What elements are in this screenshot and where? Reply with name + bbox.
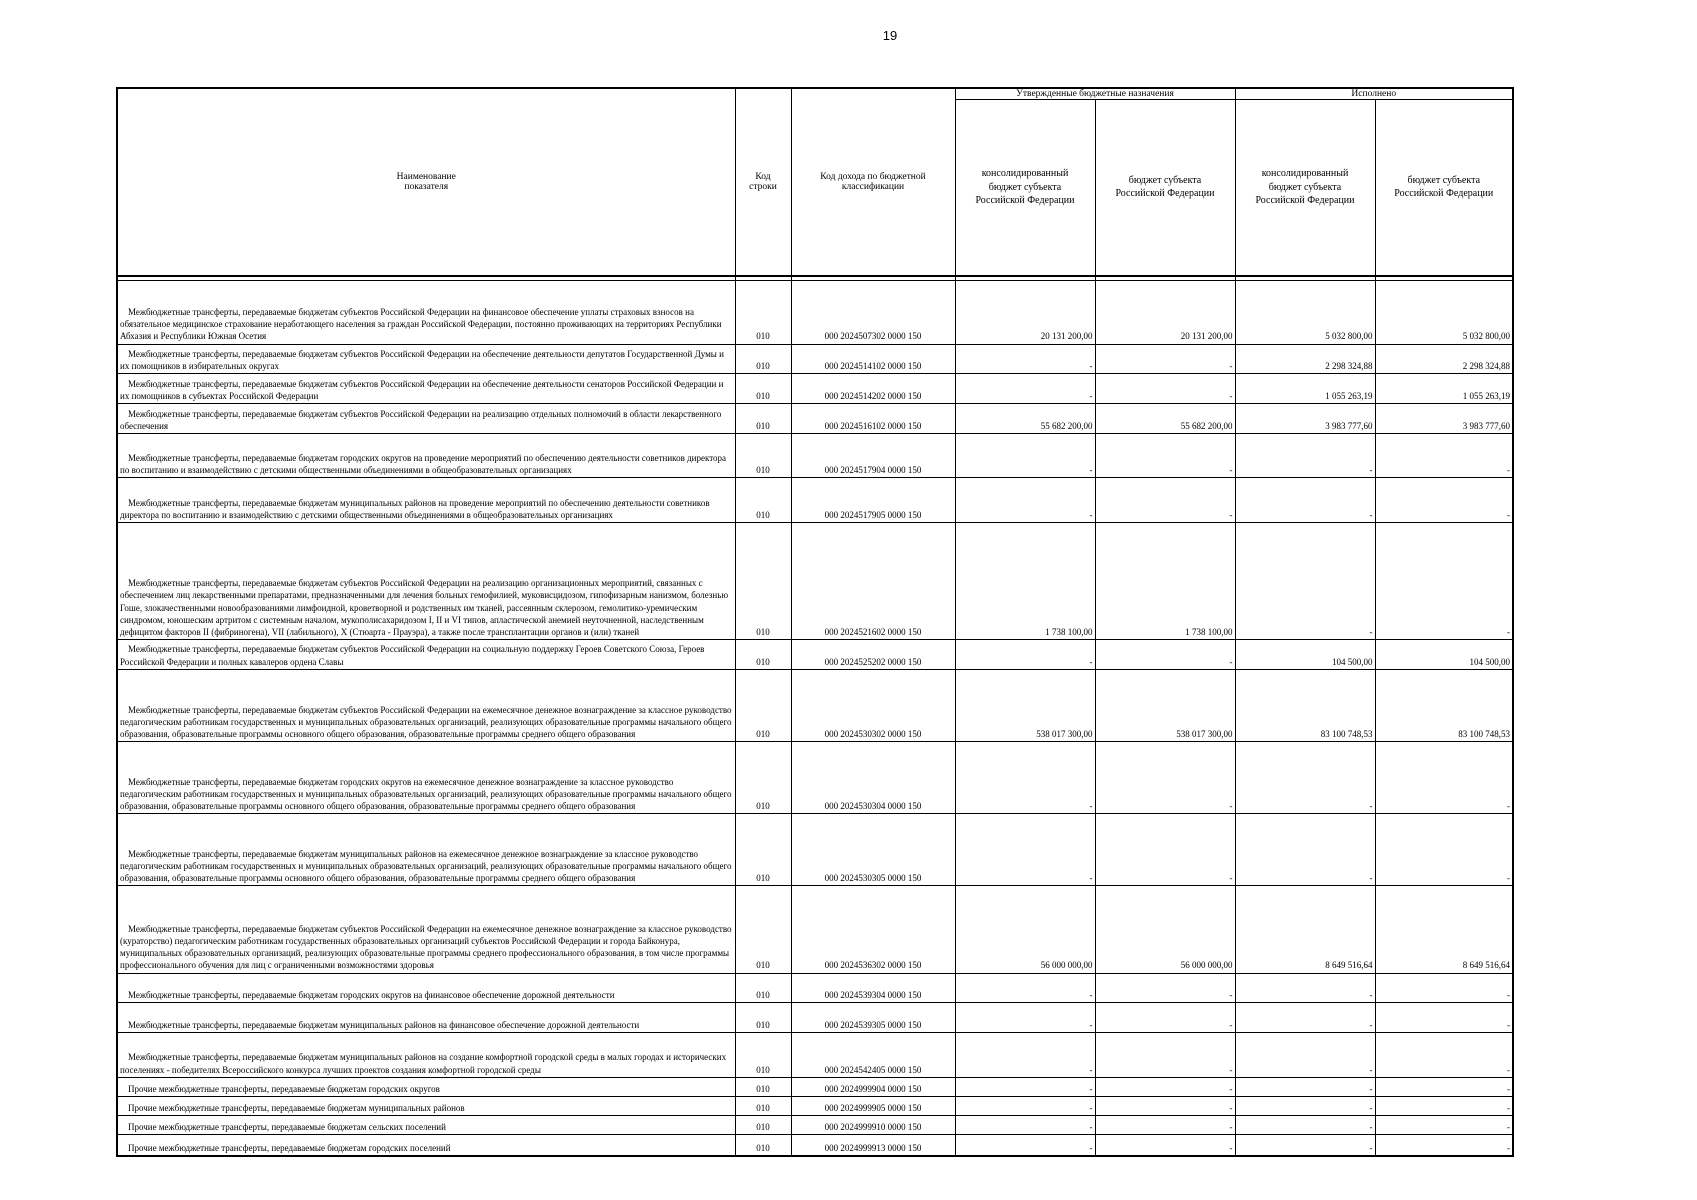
- row-approved-subject: -: [1095, 1033, 1235, 1078]
- header-executed-subject: [1375, 100, 1513, 276]
- row-executed-subject: -: [1375, 1033, 1513, 1078]
- table-row: [117, 1077, 1513, 1096]
- row-kbk: 000 2024514102 0000 150: [791, 344, 955, 374]
- row-code: 010: [735, 973, 791, 1003]
- row-name: Межбюджетные трансферты, передаваемые бюджетам городских округов на ежемесячное денежное вознаграждение за классное руководство педагогическим работникам государственных и муниципальных образовательных организаций, реализующих образовательные программы начального общего образования, образовательные программы основного общего образования, образовательные программы среднего общего образования: [117, 741, 735, 813]
- row-kbk: 000 2024516102 0000 150: [791, 404, 955, 434]
- row-approved-subject: -: [1095, 814, 1235, 886]
- row-executed-subject: -: [1375, 433, 1513, 478]
- row-approved-consolidated: -: [955, 973, 1095, 1003]
- row-code: 010: [735, 1077, 791, 1096]
- row-executed-subject: -: [1375, 1077, 1513, 1096]
- row-kbk: 000 2024525202 0000 150: [791, 639, 955, 669]
- row-executed-subject: -: [1375, 1096, 1513, 1115]
- row-approved-subject: -: [1095, 478, 1235, 523]
- row-approved-subject: 20 131 200,00: [1095, 280, 1235, 344]
- table-row: [117, 1003, 1513, 1033]
- row-name: Прочие межбюджетные трансферты, передаваемые бюджетам городских округов: [117, 1077, 735, 1096]
- header-executed-consolidated: [1235, 100, 1375, 276]
- table-row: [117, 280, 1513, 344]
- row-approved-consolidated: -: [955, 639, 1095, 669]
- header-code-line2: строки: [749, 181, 777, 192]
- table-row: [117, 741, 1513, 813]
- hac-line3: Российской Федерации: [975, 195, 1075, 206]
- row-code: 010: [735, 404, 791, 434]
- row-name: Прочие межбюджетные трансферты, передаваемые бюджетам муниципальных районов: [117, 1096, 735, 1115]
- header-kbk: [791, 88, 955, 276]
- hes-line1: бюджет субъекта: [1407, 174, 1481, 186]
- header-code: [735, 88, 791, 276]
- row-kbk: 000 2024514202 0000 150: [791, 374, 955, 404]
- row-executed-subject: -: [1375, 814, 1513, 886]
- row-kbk: 000 2024530302 0000 150: [791, 669, 955, 741]
- row-approved-subject: -: [1095, 741, 1235, 813]
- row-executed-consolidated: 5 032 800,00: [1235, 280, 1375, 344]
- row-approved-consolidated: -: [955, 1003, 1095, 1033]
- row-name: Межбюджетные трансферты, передаваемые бюджетам муниципальных районов на создание комфортной городской среды в малых городах и исторических поселениях - победителях Всероссийского конкурса лучших проектов создания комфортной городской среды: [117, 1033, 735, 1078]
- row-code: 010: [735, 1135, 791, 1156]
- table-body: [117, 276, 1513, 1157]
- has-line2: Российской Федерации: [1115, 188, 1215, 200]
- hes-line2: Российской Федерации: [1394, 188, 1494, 200]
- row-approved-consolidated: -: [955, 741, 1095, 813]
- table-row: [117, 344, 1513, 374]
- row-approved-subject: -: [1095, 374, 1235, 404]
- header-name: [117, 88, 735, 276]
- header-code-line1: Код: [755, 171, 771, 182]
- row-code: 010: [735, 374, 791, 404]
- table-row: [117, 374, 1513, 404]
- row-kbk: 000 2024999904 0000 150: [791, 1077, 955, 1096]
- header-executed-group: Исполнено: [1235, 88, 1513, 100]
- row-executed-consolidated: -: [1235, 1135, 1375, 1156]
- hec-line3: Российской Федерации: [1255, 195, 1355, 206]
- row-approved-subject: 1 738 100,00: [1095, 523, 1235, 640]
- row-kbk: 000 2024530304 0000 150: [791, 741, 955, 813]
- row-code: 010: [735, 478, 791, 523]
- row-executed-subject: -: [1375, 973, 1513, 1003]
- row-executed-consolidated: -: [1235, 523, 1375, 640]
- row-executed-consolidated: -: [1235, 1116, 1375, 1135]
- row-approved-subject: 55 682 200,00: [1095, 404, 1235, 434]
- table-row: [117, 1033, 1513, 1078]
- row-name: Межбюджетные трансферты, передаваемые бюджетам муниципальных районов на ежемесячное денежное вознаграждение за классное руководство педагогическим работникам государственных и муниципальных образовательных организаций, реализующих образовательные программы начального общего образования, образовательные программы основного общего образования, образовательные программы среднего общего образования: [117, 814, 735, 886]
- row-code: 010: [735, 1003, 791, 1033]
- row-executed-consolidated: 104 500,00: [1235, 639, 1375, 669]
- row-approved-consolidated: -: [955, 1135, 1095, 1156]
- row-approved-consolidated: -: [955, 1116, 1095, 1135]
- table-row: [117, 669, 1513, 741]
- row-code: 010: [735, 433, 791, 478]
- row-approved-consolidated: -: [955, 1077, 1095, 1096]
- row-kbk: 000 2024999905 0000 150: [791, 1096, 955, 1115]
- row-code: 010: [735, 886, 791, 973]
- row-executed-subject: 5 032 800,00: [1375, 280, 1513, 344]
- row-executed-subject: 1 055 263,19: [1375, 374, 1513, 404]
- row-approved-consolidated: -: [955, 344, 1095, 374]
- row-name: Межбюджетные трансферты, передаваемые бюджетам субъектов Российской Федерации на реализацию организационных мероприятий, связанных с обеспечением лиц лекарственными препаратами, предназначенными для лечения больных гемофилией, муковисцидозом, гипофизарным нанизмом, болезнью Гоше, злокачественными новообразованиями лимфоидной, кроветворной и родственных им тканей, рассеянным склерозом, гемолитико-уремическим синдромом, юношеским артритом с системным началом, мукополисахаридозом I, II и VI типов, апластической анемией неуточненной, наследственным дефицитом факторов II (фибриногена), VII (лабильного), X (Стюарта - Прауэра), а также после трансплантации органов и (или) тканей: [117, 523, 735, 640]
- row-kbk: 000 2024530305 0000 150: [791, 814, 955, 886]
- row-name: Межбюджетные трансферты, передаваемые бюджетам субъектов Российской Федерации на ежемесячное денежное вознаграждение за классное руководство педагогическим работникам государственных и муниципальных образовательных организаций, реализующих образовательные программы начального общего образования, образовательные программы основного общего образования, образовательные программы среднего общего образования: [117, 669, 735, 741]
- row-approved-subject: -: [1095, 639, 1235, 669]
- row-executed-subject: -: [1375, 1135, 1513, 1156]
- row-name: Межбюджетные трансферты, передаваемые бюджетам муниципальных районов на финансовое обеспечение дорожной деятельности: [117, 1003, 735, 1033]
- row-executed-consolidated: -: [1235, 1077, 1375, 1096]
- table-row: [117, 523, 1513, 640]
- row-name: Межбюджетные трансферты, передаваемые бюджетам субъектов Российской Федерации на реализацию отдельных полномочий в области лекарственного обеспечения: [117, 404, 735, 434]
- row-approved-subject: -: [1095, 1135, 1235, 1156]
- row-executed-subject: -: [1375, 1003, 1513, 1033]
- row-approved-consolidated: -: [955, 478, 1095, 523]
- row-code: 010: [735, 344, 791, 374]
- hec-line1: консолидированный: [1261, 168, 1349, 179]
- row-name: Прочие межбюджетные трансферты, передаваемые бюджетам сельских поселений: [117, 1116, 735, 1135]
- row-approved-consolidated: -: [955, 814, 1095, 886]
- row-approved-subject: -: [1095, 973, 1235, 1003]
- row-executed-consolidated: -: [1235, 814, 1375, 886]
- row-code: 010: [735, 1116, 791, 1135]
- row-approved-subject: -: [1095, 1096, 1235, 1115]
- row-kbk: 000 2024517905 0000 150: [791, 478, 955, 523]
- row-approved-subject: 56 000 000,00: [1095, 886, 1235, 973]
- row-name: Межбюджетные трансферты, передаваемые бюджетам субъектов Российской Федерации на ежемесячное денежное вознаграждение за классное руководство (кураторство) педагогическим работникам государственных образовательных организаций субъектов Российской Федерации и города Байконура, муниципальных образовательных организаций, реализующих образовательные программы среднего профессионального образования, в том числе программы профессионального обучения для лиц с ограниченными возможностями здоровья: [117, 886, 735, 973]
- table-row: [117, 1116, 1513, 1135]
- row-executed-subject: -: [1375, 1116, 1513, 1135]
- row-kbk: 000 2024507302 0000 150: [791, 280, 955, 344]
- row-approved-consolidated: -: [955, 1033, 1095, 1078]
- row-executed-consolidated: -: [1235, 478, 1375, 523]
- table-row: [117, 433, 1513, 478]
- row-name: Межбюджетные трансферты, передаваемые бюджетам субъектов Российской Федерации на обеспечение деятельности сенаторов Российской Федерации и их помощников в субъектах Российской Федерации: [117, 374, 735, 404]
- row-approved-consolidated: 20 131 200,00: [955, 280, 1095, 344]
- table-row: [117, 814, 1513, 886]
- table-row: [117, 1135, 1513, 1156]
- row-approved-subject: -: [1095, 433, 1235, 478]
- row-name: Межбюджетные трансферты, передаваемые бюджетам городских округов на проведение мероприятий по обеспечению деятельности советников директора по воспитанию и взаимодействию с детскими общественными объединениями в общеобразовательных организациях: [117, 433, 735, 478]
- hac-line1: консолидированный: [981, 168, 1069, 179]
- row-kbk: 000 2024517904 0000 150: [791, 433, 955, 478]
- row-approved-consolidated: 1 738 100,00: [955, 523, 1095, 640]
- table-row: [117, 886, 1513, 973]
- row-executed-subject: -: [1375, 523, 1513, 640]
- row-code: 010: [735, 1096, 791, 1115]
- row-code: 010: [735, 814, 791, 886]
- header-approved-group: Утвержденные бюджетные назначения: [955, 88, 1235, 100]
- budget-table: [116, 87, 1514, 1157]
- row-approved-consolidated: -: [955, 374, 1095, 404]
- row-approved-consolidated: -: [955, 433, 1095, 478]
- row-executed-consolidated: 3 983 777,60: [1235, 404, 1375, 434]
- row-kbk: 000 2024536302 0000 150: [791, 886, 955, 973]
- row-approved-consolidated: 56 000 000,00: [955, 886, 1095, 973]
- row-executed-consolidated: -: [1235, 433, 1375, 478]
- row-executed-consolidated: 2 298 324,88: [1235, 344, 1375, 374]
- table-row: [117, 639, 1513, 669]
- header-kbk-line2: классификации: [841, 181, 905, 192]
- row-executed-subject: -: [1375, 478, 1513, 523]
- row-name: Межбюджетные трансферты, передаваемые бюджетам субъектов Российской Федерации на обеспечение деятельности депутатов Государственной Думы и их помощников в избирательных округах: [117, 344, 735, 374]
- row-code: 010: [735, 639, 791, 669]
- row-executed-consolidated: 8 649 516,64: [1235, 886, 1375, 973]
- row-kbk: 000 2024539304 0000 150: [791, 973, 955, 1003]
- row-code: 010: [735, 280, 791, 344]
- row-kbk: 000 2024999910 0000 150: [791, 1116, 955, 1135]
- row-approved-consolidated: 55 682 200,00: [955, 404, 1095, 434]
- header-approved-consolidated: [955, 100, 1095, 276]
- row-executed-consolidated: -: [1235, 1096, 1375, 1115]
- row-approved-subject: 538 017 300,00: [1095, 669, 1235, 741]
- row-kbk: 000 2024542405 0000 150: [791, 1033, 955, 1078]
- row-kbk: 000 2024999913 0000 150: [791, 1135, 955, 1156]
- row-executed-subject: 104 500,00: [1375, 639, 1513, 669]
- header-kbk-line1: Код дохода по бюджетной: [820, 171, 926, 182]
- header-name-line1: Наименование: [396, 171, 456, 182]
- table-row: [117, 973, 1513, 1003]
- row-executed-consolidated: -: [1235, 1003, 1375, 1033]
- row-executed-consolidated: -: [1235, 973, 1375, 1003]
- row-name: Межбюджетные трансферты, передаваемые бюджетам муниципальных районов на проведение мероприятий по обеспечению деятельности советников директора по воспитанию и взаимодействию с детскими общественными объединениями в общеобразовательных организациях: [117, 478, 735, 523]
- hac-line2: бюджет субъекта: [988, 181, 1062, 193]
- row-approved-subject: -: [1095, 1077, 1235, 1096]
- page-number: 19: [882, 28, 898, 43]
- row-approved-consolidated: -: [955, 1096, 1095, 1115]
- row-executed-consolidated: 83 100 748,53: [1235, 669, 1375, 741]
- row-executed-subject: 83 100 748,53: [1375, 669, 1513, 741]
- has-line1: бюджет субъекта: [1128, 174, 1202, 186]
- row-kbk: 000 2024539305 0000 150: [791, 1003, 955, 1033]
- row-executed-consolidated: 1 055 263,19: [1235, 374, 1375, 404]
- row-approved-consolidated: 538 017 300,00: [955, 669, 1095, 741]
- row-executed-subject: 8 649 516,64: [1375, 886, 1513, 973]
- row-code: 010: [735, 523, 791, 640]
- row-executed-consolidated: -: [1235, 1033, 1375, 1078]
- header-approved-subject: [1095, 100, 1235, 276]
- row-executed-subject: 2 298 324,88: [1375, 344, 1513, 374]
- table-row: [117, 1096, 1513, 1115]
- row-name: Межбюджетные трансферты, передаваемые бюджетам субъектов Российской Федерации на финансовое обеспечение уплаты страховых взносов на обязательное медицинское страхование неработающего населения за граждан Российской Федерации, постоянно проживающих на территориях Республики Абхазия и Республики Южная Осетия: [117, 280, 735, 344]
- table-row: [117, 478, 1513, 523]
- row-code: 010: [735, 669, 791, 741]
- header-name-line2: показателя: [404, 181, 449, 192]
- hec-line2: бюджет субъекта: [1268, 181, 1342, 193]
- row-approved-subject: -: [1095, 1116, 1235, 1135]
- row-executed-consolidated: -: [1235, 741, 1375, 813]
- row-code: 010: [735, 741, 791, 813]
- row-name: Межбюджетные трансферты, передаваемые бюджетам субъектов Российской Федерации на социальную поддержку Героев Советского Союза, Героев Российской Федерации и полных кавалеров ордена Славы: [117, 639, 735, 669]
- row-name: Межбюджетные трансферты, передаваемые бюджетам городских округов на финансовое обеспечение дорожной деятельности: [117, 973, 735, 1003]
- table-header: [117, 88, 1513, 276]
- row-executed-subject: -: [1375, 741, 1513, 813]
- row-kbk: 000 2024521602 0000 150: [791, 523, 955, 640]
- row-approved-subject: -: [1095, 344, 1235, 374]
- row-name: Прочие межбюджетные трансферты, передаваемые бюджетам городских поселений: [117, 1135, 735, 1156]
- row-code: 010: [735, 1033, 791, 1078]
- row-executed-subject: 3 983 777,60: [1375, 404, 1513, 434]
- table-row: [117, 404, 1513, 434]
- row-approved-subject: -: [1095, 1003, 1235, 1033]
